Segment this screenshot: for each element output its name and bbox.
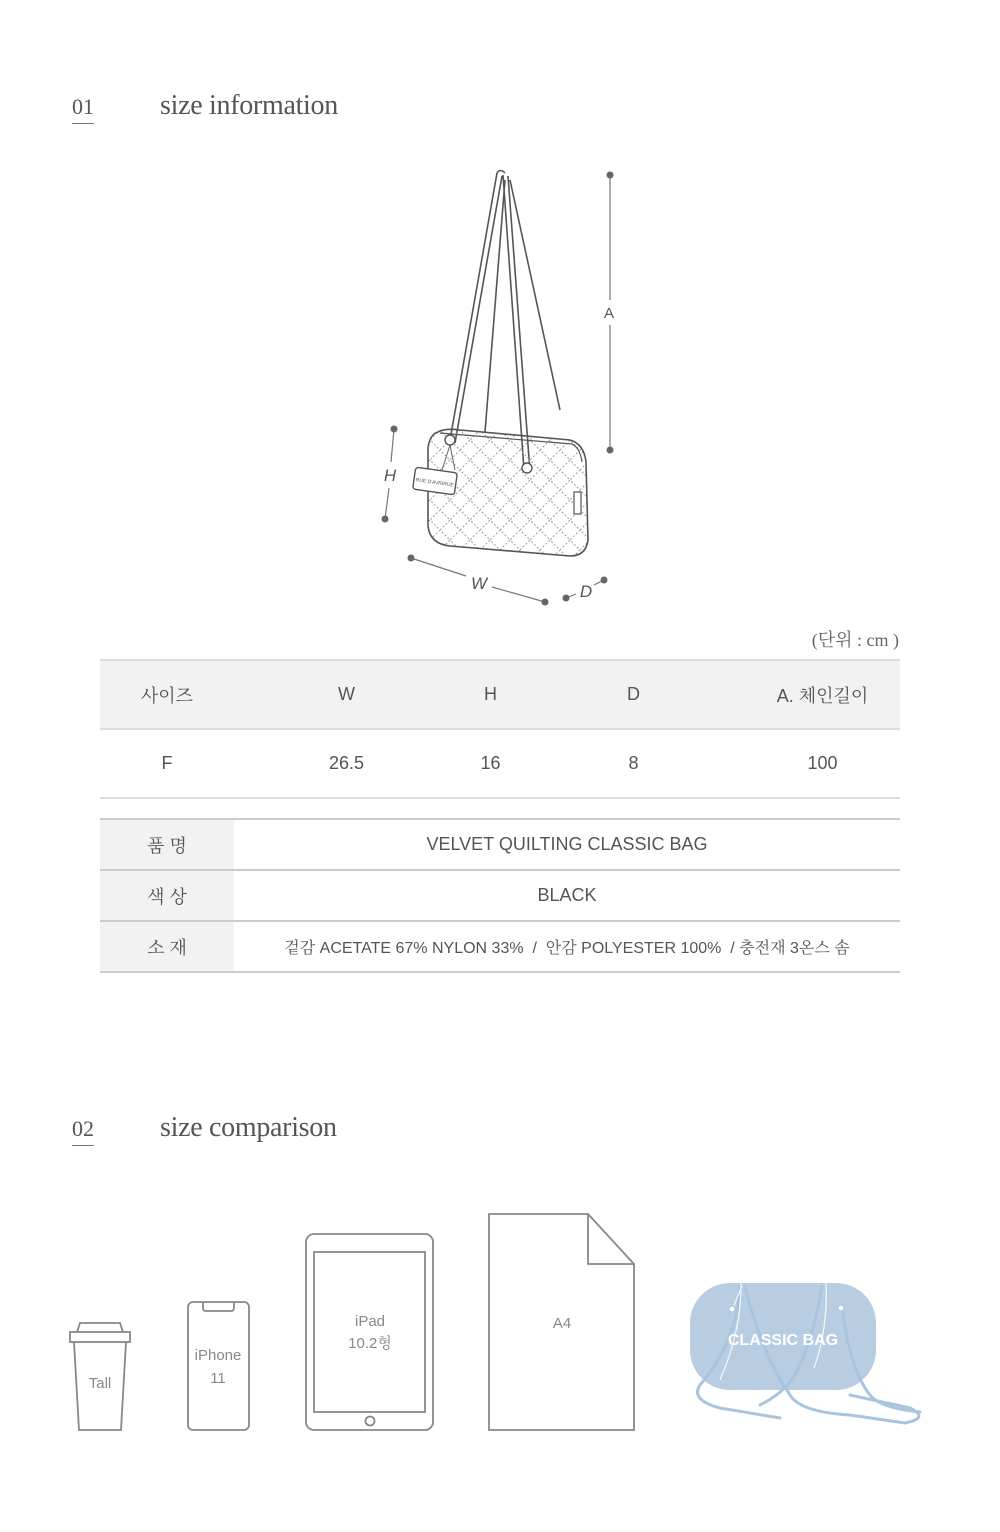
info-label: 품 명	[100, 820, 234, 869]
header-w: W	[338, 684, 355, 704]
classic-bag-illustration	[690, 1280, 920, 1423]
product-name: VELVET QUILTING CLASSIC BAG	[426, 834, 708, 854]
product-color: BLACK	[537, 885, 597, 905]
ipad-label-2: 10.2형	[348, 1335, 392, 1352]
size-table	[100, 659, 900, 799]
dimension-d-label: D	[579, 582, 593, 601]
a4-label: A4	[552, 1315, 572, 1332]
header-d: D	[627, 684, 640, 704]
section-title: size information	[160, 90, 338, 121]
ipad-label-1: iPad	[354, 1313, 386, 1330]
info-row-material	[100, 922, 900, 973]
dimension-w-label: W	[470, 574, 488, 593]
size-comparison	[0, 1190, 1000, 1450]
classic-bag-label: CLASSIC BAG	[727, 1332, 839, 1349]
unit-note: (단위 : cm )	[811, 630, 899, 650]
section-number: 01	[72, 94, 94, 120]
dimension-h-label: H	[383, 466, 397, 485]
bag-dimension-diagram	[0, 0, 1000, 620]
product-material: 겉감 ACETATE 67% NYLON 33% / 안감 POLYESTER 100% / 충전재 3온스 솜	[284, 940, 850, 957]
cell-chain-length: 100	[807, 753, 838, 773]
table-row	[100, 730, 900, 799]
ipad-illustration	[306, 1234, 433, 1430]
info-label: 색 상	[100, 871, 234, 920]
cell-w: 26.5	[328, 753, 365, 773]
info-label: 소 재	[100, 922, 234, 971]
cell-size: F	[161, 753, 173, 773]
cell-d: 8	[628, 753, 639, 773]
cell-h: 16	[480, 753, 501, 773]
size-table-header	[100, 659, 900, 730]
tag-text: RUE D'AVRIRUE	[415, 477, 455, 489]
section-number: 02	[72, 1116, 94, 1142]
header-size: 사이즈	[140, 685, 194, 706]
dimension-a-label: A	[603, 305, 615, 322]
header-h: H	[484, 684, 497, 704]
iphone-label-1: iPhone	[194, 1347, 242, 1364]
product-info-table	[100, 818, 900, 973]
bag-straps	[450, 171, 560, 473]
header-chain-length: A. 체인길이	[776, 685, 869, 706]
cup-label: Tall	[88, 1375, 112, 1392]
iphone-label-2: 11	[210, 1370, 226, 1387]
info-row-color	[100, 871, 900, 922]
iphone-illustration	[188, 1302, 249, 1430]
section-title: size comparison	[160, 1112, 337, 1143]
info-row-name	[100, 820, 900, 871]
